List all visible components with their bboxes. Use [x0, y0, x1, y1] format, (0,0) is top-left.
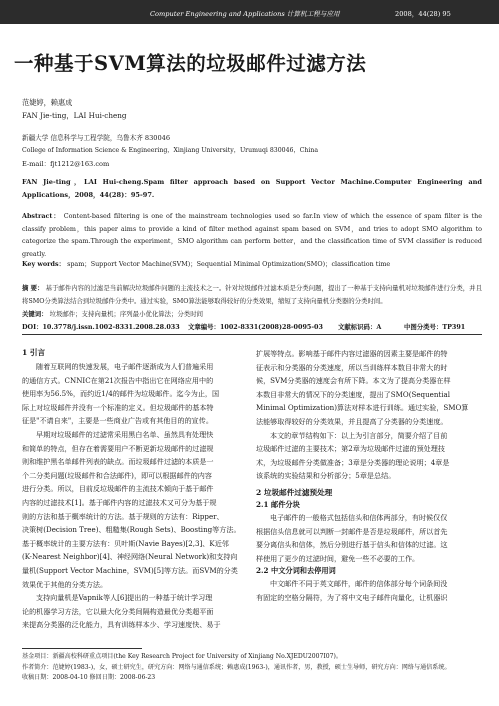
footnote-line: 收稿日期：2008-04-10 修回日期：2008-06-23: [22, 674, 156, 682]
journal-name: Computer Engineering and Applications 计算机工程与应用: [150, 10, 340, 18]
body-text-line: 候，SVM分类器的速度会有所下降。本文为了提高分类器在样: [256, 376, 451, 386]
body-text-line: 基于概率统计的主要方法有：贝叶斯(Navie Bayes)[2,3]、K近邻: [22, 538, 229, 548]
section2-heading: 2 垃圾邮件过滤预处理: [256, 487, 333, 497]
journal-header: [0, 0, 499, 24]
body-text-line: 和简单的特点，但存在着需要用户不断更新垃圾邮件的过滤规: [22, 443, 214, 453]
body-text-line: 来提高分类器的泛化能力，具有训练样本少、学习速度快、易于: [22, 620, 221, 630]
doi-line: [22, 322, 180, 331]
keywords-cn-text: 垃圾邮件；支持向量机；序列最小优化算法；分类时间: [49, 310, 203, 318]
body-text-line: 有固定的空格分隔符，为了将中文电子邮件向量化，让机器识: [256, 592, 448, 602]
abstract-en: [22, 210, 482, 260]
doi: DOI：10.3778/j.issn.1002-8331.2008.28.033: [22, 323, 180, 331]
abstract-en-label: Abstract：: [22, 212, 61, 220]
divider: [22, 334, 482, 335]
body-text-line: 该系统的实验结果和分析部分；5章是总结。: [256, 471, 396, 481]
body-text-line: 中文邮件不同于英文邮件，邮件的信体部分每个词条间没: [270, 579, 448, 589]
body-text-line: 的通信方式。CNNIC在第21次报告中指出它在网络应用中的: [22, 375, 214, 385]
body-text-line: 扩展等特点。影响基于邮件内容过滤器的因素主要是邮件的特: [256, 349, 448, 358]
affiliation-cn: 新疆大学 信息科学与工程学院，乌鲁木齐 830046: [22, 134, 171, 142]
body-text-line: 要分离信头和信体，然后分别进行基于信头和信体的过滤。这: [256, 540, 448, 550]
body-text-line: 垃圾邮件过滤的主要技术；第2章为垃圾邮件过滤的预处理技: [256, 444, 445, 454]
body-text-line: 内容的过滤技术[1]。基于邮件内容的过滤技术又可分为基于规: [22, 497, 217, 507]
body-text-line: 样使用了更少的过滤时间，避免一些不必要的工作。: [256, 553, 420, 563]
body-text-line: 际上对垃圾邮件并没有一个标准的定义。但垃圾邮件的基本特: [22, 402, 214, 412]
keywords-en-text: spam；Support Vector Machine(SVM)；Sequential Minimal Optimization(SMO)；classification time: [67, 260, 391, 268]
body-text-line: 随着互联网的快速发展，电子邮件逐渐成为人们普遍采用: [36, 362, 214, 371]
body-text-line: 进行分类。所以，目前反垃圾邮件的主流技术倾向于基于邮件: [22, 484, 214, 494]
body-text-line: 论的机器学习方法，它以最大化分类间隔构造最优分类超平面: [22, 606, 214, 616]
body-text-line: 电子邮件的一般格式包括信头和信体两部分，有时候仅仅: [270, 512, 448, 522]
keywords-en-label: Key words：: [22, 260, 66, 268]
article-number: 文章编号：1002-8331(2008)28-0095-03: [188, 323, 323, 331]
footnote-rule: [22, 648, 142, 649]
body-text-line: 征表示和分类器的分类速度，所以当训练样本数目非常大的时: [256, 362, 448, 372]
issue-page: 2008，44(28) 95: [395, 10, 451, 18]
footnote-line: 基金项目：新疆高校科研重点项目(the Key Research Project for University of Xinjiang No.XJEDU2007I07)。: [22, 653, 342, 660]
body-text-line: 则和维护黑名单邮件列表的缺点。而垃圾邮件过滤的本质是一: [22, 457, 214, 467]
abstract-cn: [22, 282, 482, 307]
body-text-line: 决策树(Decision Tree)、粗糙集(Rough Sets)、Boosting等方法。: [22, 525, 241, 535]
body-text-line: 支持向量机是Vapnik等人[6]提出的一种基于统计学习理: [36, 593, 213, 603]
section1-heading: 1 引言: [22, 348, 46, 357]
body-text-line: 早期对垃圾邮件的过滤常采用黑白名单、虽然具有处理快: [36, 429, 214, 439]
footnotes: [22, 652, 484, 684]
body-text-line: (K-Nearest Neighbor)[4]、神经网络(Neural Network)和支持向: [22, 552, 238, 562]
left-column: [22, 360, 244, 632]
paper-title: 一种基于SVM算法的垃圾邮件过滤方法: [14, 52, 367, 75]
body-text-line: 量机(Support Vector Machine，SVM)[5]等方法。而SVM的分类: [22, 565, 238, 575]
keywords-en: [22, 258, 482, 271]
body-text-line: 则的方法和基于概率统计的方法。基于规则的方法有：Ripper、: [22, 511, 224, 521]
body-text-line: Minimal Optimization)算法对样本进行训练。通过实验，SMO算: [256, 403, 469, 413]
keywords-cn-label: 关键词：: [22, 310, 48, 318]
section2-1-heading: 2.1 邮件分块: [256, 499, 300, 509]
clc-number: 中图分类号：TP391: [404, 323, 466, 331]
citation: FAN Jie-ting，LAI Hui-cheng.Spam filter approach based on Support Vector Machine.Computer Engineering and Applications，2008，44(28)：95-97.: [22, 178, 482, 199]
authors-cn: 范婕婷，赖惠成: [22, 98, 73, 107]
body-text-line: 征是"不请自来"，主要是一些商业广告或有其他目的的宣传。: [22, 416, 213, 426]
body-text-line: 个二分类问题(垃圾邮件和合法邮件)，即可以根据邮件的内容: [22, 470, 212, 480]
authors-en: FAN Jie-ting，LAI Hui-cheng: [22, 111, 127, 120]
keywords-cn: [22, 308, 482, 321]
doc-code: 文献标识码：A: [338, 323, 382, 331]
footnote-line: 作者简介：范婕婷(1983-)，女，硕士研究生，研究方向：网络与通信系统；赖惠成(1963-)，通讯作者，男，教授，硕士生导师，研究方向：网络与通信系统。: [22, 663, 451, 671]
body-text-line: 术，为垃圾邮件分类做准备；3章是分类器的理论说明；4章是: [256, 457, 450, 467]
body-text-line: 使用率为56.5%，而约近1/4的邮件为垃圾邮件。迄今为止，国: [22, 389, 220, 399]
section2-2-heading: 2.2 中文分词和去停用词: [256, 566, 336, 576]
body-text-line: 法能够取得较好的分类效果，并且提高了分类器的分类速度。: [256, 416, 448, 426]
body-text-line: 本文的章节结构如下：以上为引言部分，简要介绍了目前: [270, 430, 448, 440]
body-text-line: 根据信头信息就可以判断一封邮件是否是垃圾邮件，所以首先: [256, 526, 448, 536]
email: E-mail：fjt1212@163.com: [22, 160, 110, 168]
abstract-cn-text: 基于邮件内容的过滤是当前解决垃圾邮件问题的主流技术之一。针对垃圾邮件过滤本质是分类问题，提出了一种基于支持向量机对垃圾邮件进行分类，并且将SMO分类算法结合到垃圾邮件分类中。通过实验，SMO算法能够取得较好的分类效果，缩短了支持向量机分类器的分类时间。: [22, 284, 482, 305]
abstract-en-text: Content-based filtering is one of the mainstream technologies used so far.In view of which the essence of spam filter is the classify problem，this paper aims to provide a kind of filter method against spam based on SVM，and tries to adopt SMO algorithm to categorize the spam.Through the experiment，SMO algorithm can perform better，and the classification time of SVM classifier is reduced greatly.: [22, 212, 482, 258]
abstract-cn-label: 摘 要：: [22, 284, 44, 292]
body-text-line: 效果优于其他的分类方法。: [22, 579, 108, 589]
body-text-line: 本数目非常大的情况下的分类速度，提出了SMO(Sequential: [256, 389, 451, 399]
right-column: [256, 347, 484, 605]
affiliation-en: College of Information Science & Engineering，Xinjiang University，Urumuqi 830046，China: [22, 147, 319, 154]
